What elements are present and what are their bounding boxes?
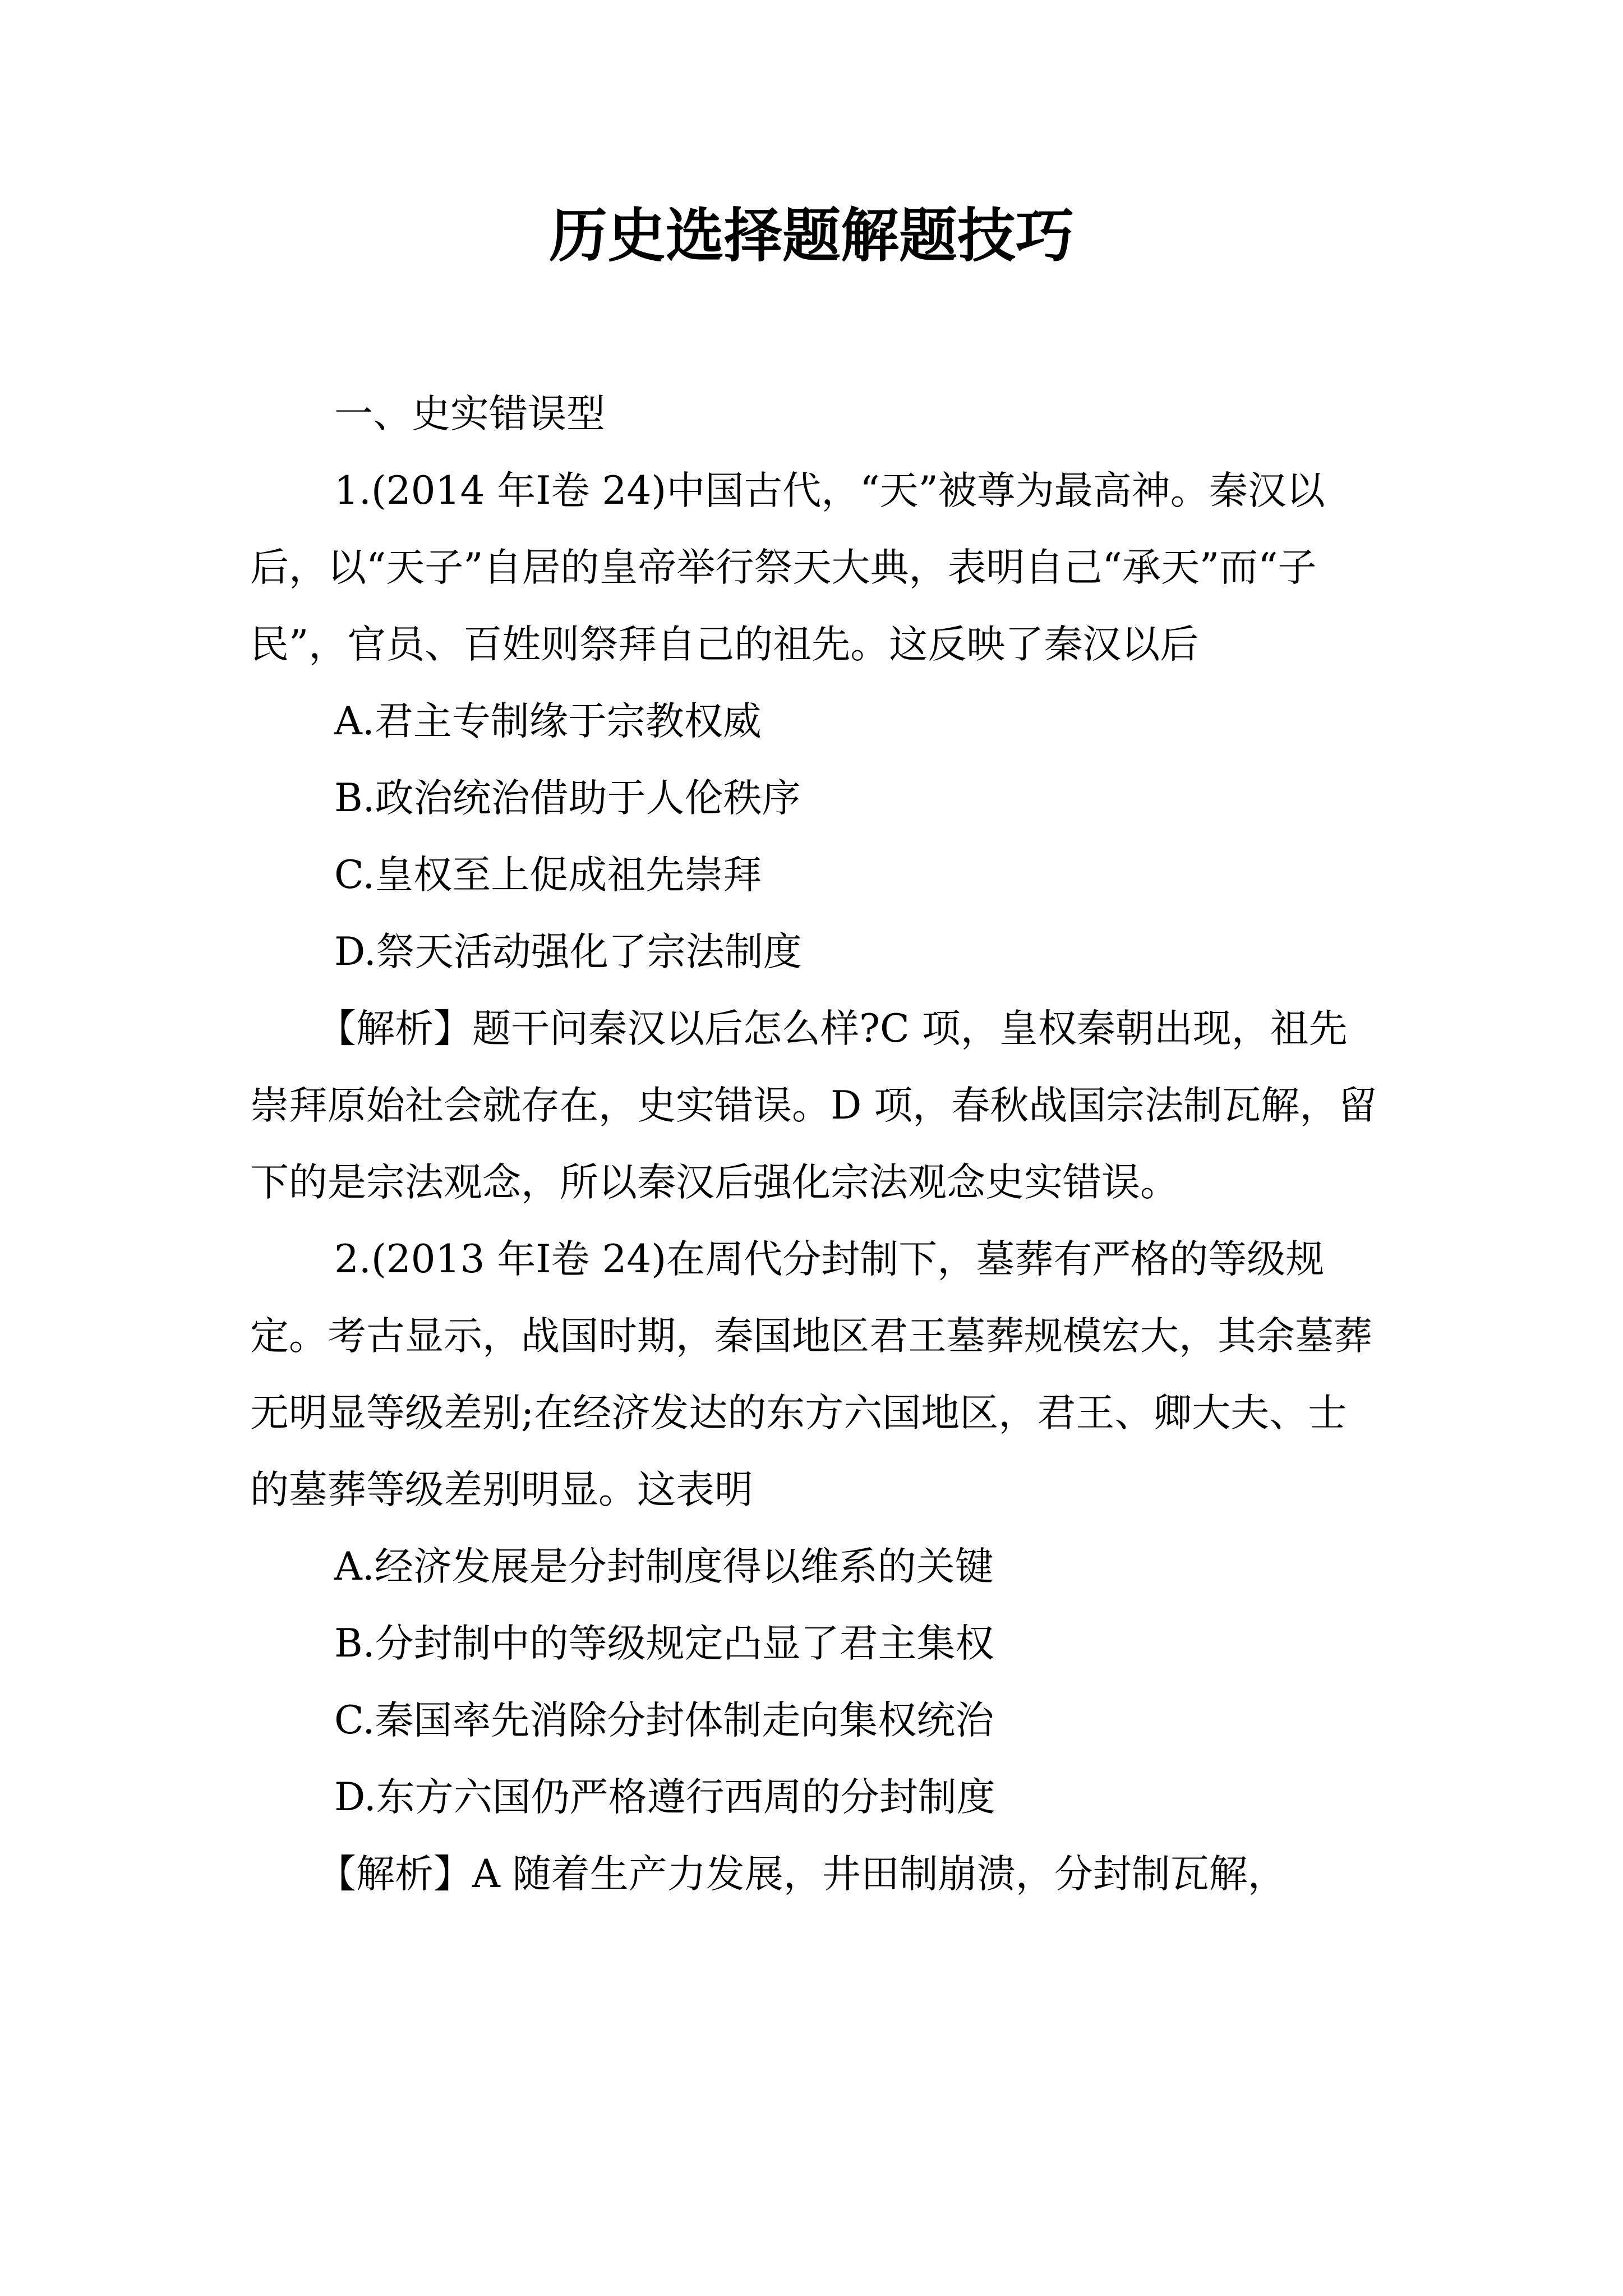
question-1-option-b: B.政治统治借助于人伦秩序 (334, 776, 801, 821)
question-2-stem: 2.(2013 年Ⅰ卷 24)在周代分封制下，墓葬有严格的等级规定。考古显示，战国时期，秦国地区君王墓葬规模宏大，其余墓葬无明显等级差别;在经济发达的东方六国地区，君王、卿大夫、士的墓葬等级差别明显。这表明 (250, 1237, 1372, 1512)
document-title: 历史选择题解题技巧 (548, 201, 1074, 270)
question-2-option-a: A.经济发展是分封制度得以维系的关键 (334, 1544, 994, 1589)
question-2-option-b: B.分封制中的等级规定凸显了君主集权 (334, 1621, 994, 1666)
question-1-analysis: 【解析】题干问秦汉以后怎么样?C 项，皇权秦朝出现，祖先崇拜原始社会就存在，史实错误。D 项，春秋战国宗法制瓦解，留下的是宗法观念，所以秦汉后强化宗法观念史实错误。 (250, 1006, 1377, 1205)
question-1-stem: 1.(2014 年Ⅰ卷 24)中国古代，“天”被尊为最高神。秦汉以后，以“天子”自居的皇帝举行祭天大典，表明自己“承天”而“子民”，官员、百姓则祭拜自己的祖先。这反映了秦汉以后 (250, 468, 1325, 667)
document-body (250, 376, 1377, 1913)
question-1-option-d: D.祭天活动强化了宗法制度 (334, 930, 802, 974)
question-1-option-a: A.君主专制缘于宗教权威 (334, 699, 762, 744)
question-2-option-c: C.秦国率先消除分封体制走向集权统治 (334, 1698, 994, 1743)
section-heading: 一、史实错误型 (334, 392, 605, 436)
question-2-analysis: 【解析】A 随着生产力发展，井田制崩溃，分封制瓦解， (317, 1852, 1287, 1897)
question-2-option-d: D.东方六国仍严格遵行西周的分封制度 (334, 1775, 995, 1820)
question-1-option-c: C.皇权至上促成祖先崇拜 (334, 853, 762, 898)
